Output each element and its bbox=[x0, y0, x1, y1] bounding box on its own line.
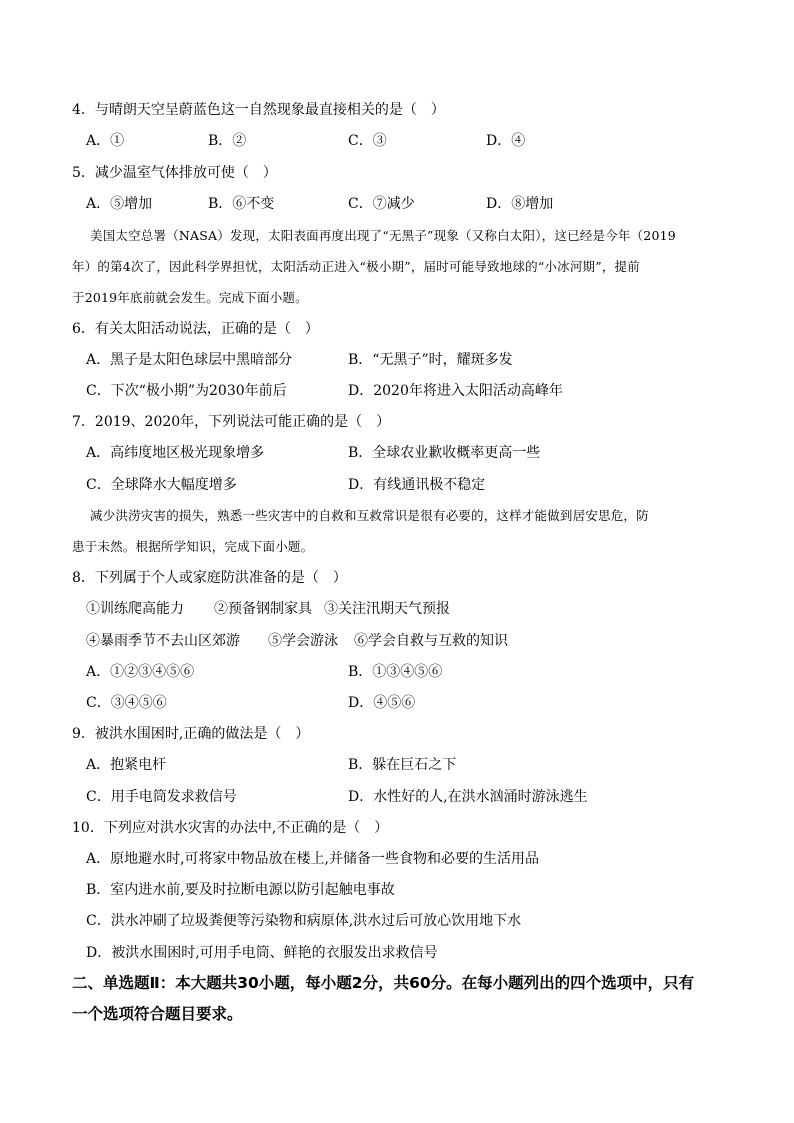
q5-option-b: B．⑥不变 bbox=[208, 196, 275, 212]
q8-item-5: ⑤学会游泳 bbox=[268, 633, 338, 649]
question-6-stem: 6．有关太阳活动说法，正确的是（ ） bbox=[72, 321, 319, 337]
q7-option-c: C．全球降水大幅度增多 bbox=[86, 477, 237, 493]
q8-item-6: ⑥学会自救与互救的知识 bbox=[354, 633, 508, 649]
q5-option-a: A．⑤增加 bbox=[86, 196, 153, 212]
q5-option-c: C．⑦减少 bbox=[348, 196, 415, 212]
q7-option-b: B．全球农业歉收概率更高一些 bbox=[348, 445, 541, 461]
passage-2-line-2: 患于未然。根据所学知识，完成下面小题。 bbox=[72, 539, 314, 554]
q6-option-c: C．下次“极小期”为2030年前后 bbox=[86, 383, 287, 399]
passage-1-line-2: 年）的第4次了，因此科学界担忧，太阳活动正进入“极小期”，届时可能导致地球的“小冰河期”，提前 bbox=[72, 259, 640, 274]
q6-option-b: B．“无黑子”时，耀斑多发 bbox=[348, 352, 513, 368]
q7-option-d: D．有线通讯极不稳定 bbox=[348, 477, 486, 493]
q8-option-a: A．①②③④⑤⑥ bbox=[86, 664, 195, 680]
question-4-stem: 4．与晴朗天空呈蔚蓝色这一自然现象最直接相关的是（ ） bbox=[72, 102, 445, 118]
question-8-stem: 8．下列属于个人或家庭防洪准备的是（ ） bbox=[72, 570, 347, 586]
q4-option-c: C．③ bbox=[348, 133, 387, 149]
q8-item-4: ④暴雨季节不去山区郊游 bbox=[86, 633, 240, 649]
q4-option-a: A．① bbox=[86, 133, 125, 149]
section-2-heading-line-1: 二、单选题Ⅱ：本大题共30小题，每小题2分，共60分。在每小题列出的四个选项中，只有 bbox=[72, 974, 695, 992]
q8-option-b: B．①③④⑤⑥ bbox=[348, 664, 443, 680]
section-2-heading-line-2: 一个选项符合题目要求。 bbox=[72, 1005, 243, 1023]
q8-option-c: C．③④⑤⑥ bbox=[86, 695, 167, 711]
q7-option-a: A．高纬度地区极光现象增多 bbox=[86, 445, 265, 461]
q10-option-d: D．被洪水围困时,可用手电筒、鲜艳的衣服发出求救信号 bbox=[86, 945, 438, 961]
question-10-stem: 10．下列应对洪水灾害的办法中,不正确的是（ ） bbox=[72, 820, 389, 836]
q10-option-a: A．原地避水时,可将家中物品放在楼上,并储备一些食物和必要的生活用品 bbox=[86, 851, 540, 867]
q10-option-b: B．室内进水前,要及时拉断电源以防引起触电事故 bbox=[86, 882, 395, 898]
passage-1-line-1: 美国太空总署（NASA）发现，太阳表面再度出现了“无黑子”现象（又称白太阳），这已经是今年（2019 bbox=[90, 228, 676, 243]
q9-option-b: B．躲在巨石之下 bbox=[348, 757, 457, 773]
question-7-stem: 7．2019、2020年，下列说法可能正确的是（ ） bbox=[72, 414, 391, 430]
passage-2-line-1: 减少洪涝灾害的损失，熟悉一些灾害中的自救和互救常识是很有必要的，这样才能做到居安思危，防 bbox=[90, 508, 649, 523]
q6-option-a: A．黑子是太阳色球层中黑暗部分 bbox=[86, 352, 293, 368]
q10-option-c: C．洪水冲刷了垃圾粪便等污染物和病原体,洪水过后可放心饮用地下水 bbox=[86, 913, 522, 929]
q5-option-d: D．⑧增加 bbox=[486, 196, 554, 212]
q8-option-d: D．④⑤⑥ bbox=[348, 695, 416, 711]
q9-option-c: C．用手电筒发求救信号 bbox=[86, 789, 237, 805]
q9-option-a: A．抱紧电杆 bbox=[86, 757, 167, 773]
q6-option-d: D．2020年将进入太阳活动高峰年 bbox=[348, 383, 563, 399]
q8-item-3: ③关注汛期天气预报 bbox=[324, 601, 450, 617]
q9-option-d: D．水性好的人,在洪水汹涌时游泳逃生 bbox=[348, 789, 588, 805]
question-5-stem: 5．减少温室气体排放可使（ ） bbox=[72, 165, 277, 181]
passage-1-line-3: 于2019年底前就会发生。完成下面小题。 bbox=[72, 290, 308, 305]
q8-item-2: ②预备钢制家具 bbox=[214, 601, 312, 617]
question-9-stem: 9．被洪水围困时,正确的做法是（ ） bbox=[72, 726, 310, 742]
q4-option-b: B．② bbox=[208, 133, 247, 149]
q8-item-1: ①训练爬高能力 bbox=[86, 601, 184, 617]
q4-option-d: D．④ bbox=[486, 133, 526, 149]
